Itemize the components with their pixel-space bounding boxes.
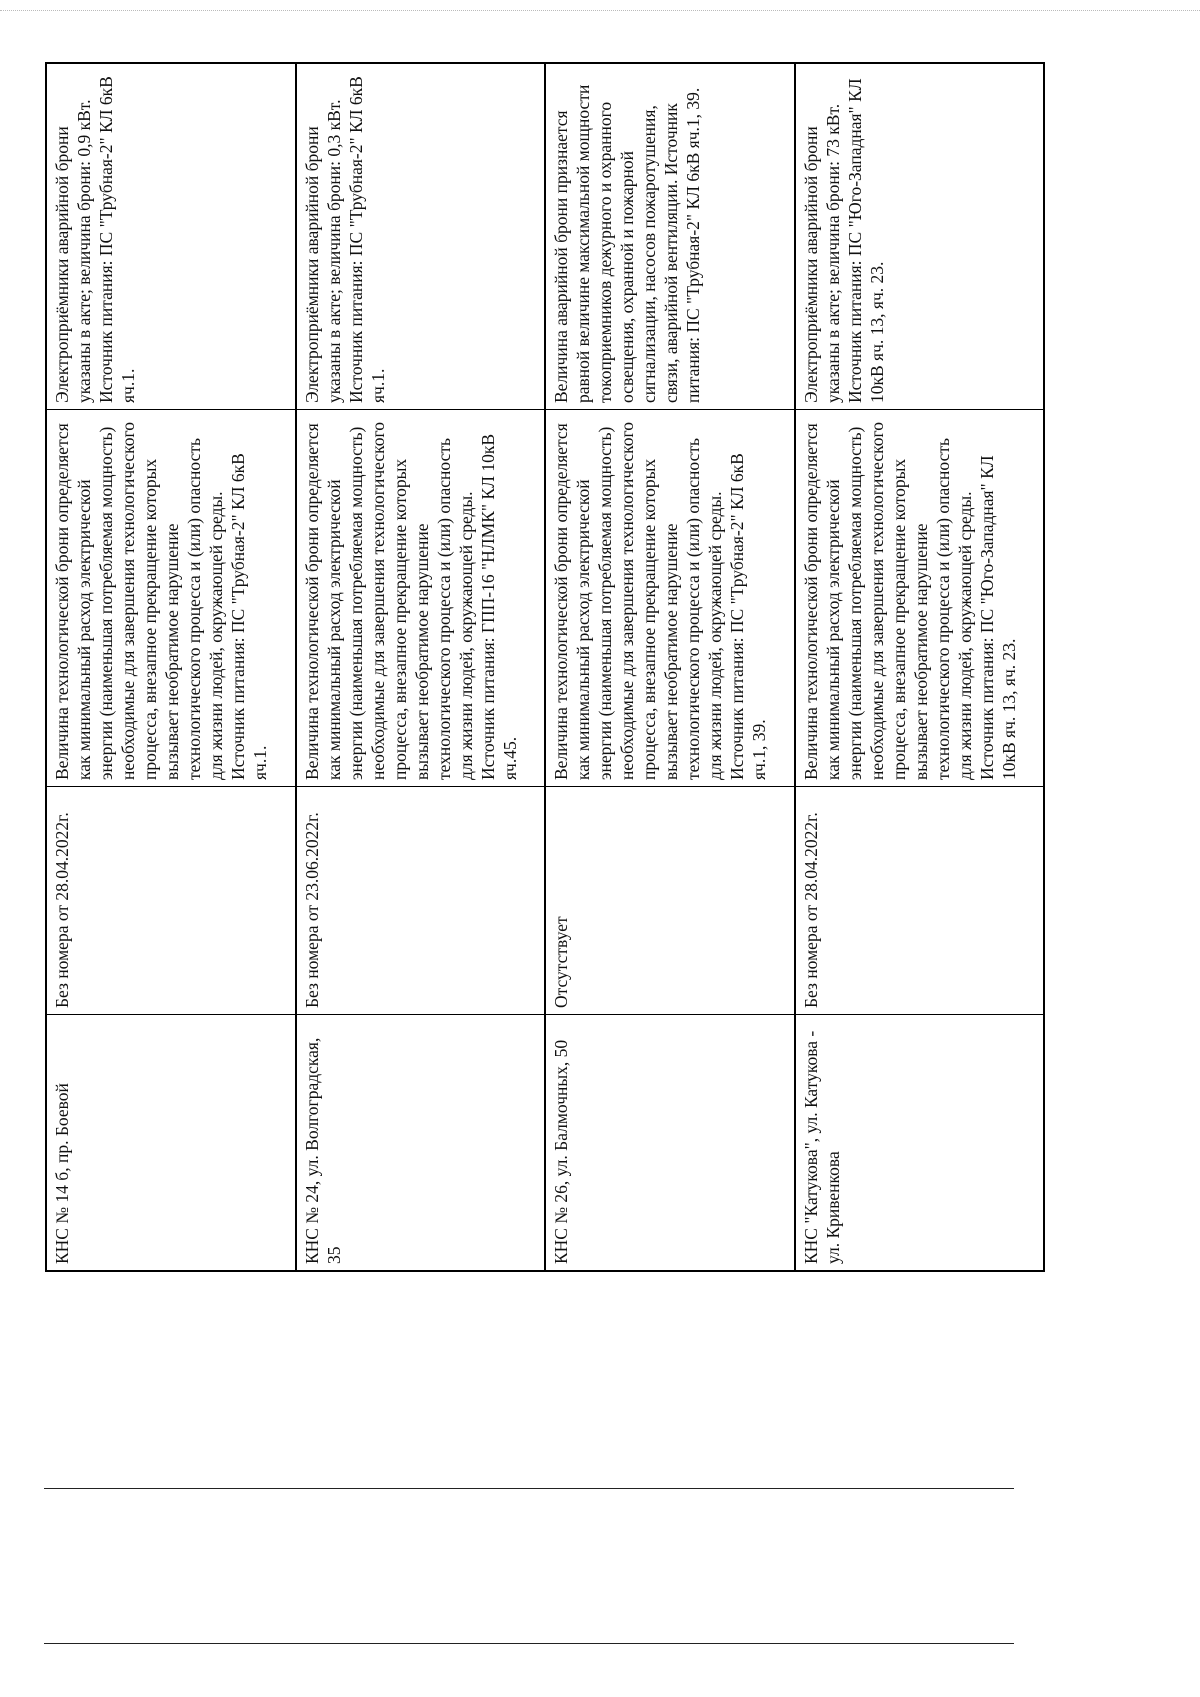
signature-line xyxy=(44,1488,1014,1489)
object-name-cell: КНС № 24, ул. Волгоградская, 35 xyxy=(297,1014,545,1270)
emergency-reserve-cell: Электроприёмники аварийной брони указаны в акте; величина брони: 73 кВт. Источник питания: ПС "Юго-Западная" КЛ 10кВ яч. 13, яч. 23. xyxy=(800,78,887,403)
table-row xyxy=(796,64,1046,1270)
act-cell: Без номера от 23.06.2022г. xyxy=(297,786,545,1014)
table-row xyxy=(546,64,796,1270)
tech-reserve-cell: Величина технологической брони определяется как минимальный расход электрической энергии (наименьшая потребляемая мощность) необходимые для завершения технологического процесса, внезапное прекращение которых вызывает необратимое нарушение технологического процесса и (или) опасность для жизни людей, окружающей среды. Источник питания: ПС "Трубная-2" КЛ 6кВ яч.1, 39. xyxy=(546,409,794,786)
act-cell: Без номера от 28.04.2022г. xyxy=(796,786,1044,1014)
table-row xyxy=(297,64,547,1270)
tech-reserve-cell: Величина технологической брони определяется как минимальный расход электрической энергии (наименьшая потребляемая мощность) необходимые для завершения технологического процесса, внезапное прекращение которых вызывает необратимое нарушение технологического процесса и (или) опасность для жизни людей, окружающей среды. Источник питания: ГПП-16 "НЛМК" КЛ 10кВ яч.45. xyxy=(297,409,545,786)
emergency-reserve-cell: Электроприёмники аварийной брони указаны в акте; величина брони: 0,3 кВт. Источник питания: ПС "Трубная-2" КЛ 6кВ яч.1. xyxy=(301,76,388,403)
tech-reserve-cell: Величина технологической брони определяется как минимальный расход электрической энергии (наименьшая потребляемая мощность) необходимые для завершения технологического процесса, внезапное прекращение которых вызывает необратимое нарушение технологического процесса и (или) опасность для жизни людей, окружающей среды. Источник питания: ПС "Юго-Западная" КЛ 10кВ яч. 13, яч. 23. xyxy=(796,409,1044,786)
power-reserve-table xyxy=(45,62,1045,1272)
emergency-reserve-cell: Величина аварийной брони признается равной величине максимальной мощности токоприемников дежурного и охранного освещения, охранной и пожарной сигнализации, насосов пожаротушения, связи, аварийной вентиляции. Источник питания: ПС "Трубная-2" КЛ 6кВ яч.1, 39. xyxy=(551,84,703,403)
object-name-cell: КНС "Катукова", ул. Катукова - ул. Кривенкова xyxy=(796,1014,1044,1270)
table-row xyxy=(47,64,297,1270)
act-cell: Без номера от 28.04.2022г. xyxy=(47,786,295,1014)
act-cell: Отсутствует xyxy=(546,786,794,1014)
object-name-cell: КНС № 14 б, пр. Боевой xyxy=(47,1014,295,1270)
emergency-reserve-cell: Электроприёмники аварийной брони указаны в акте; величина брони: 0,9 кВт. Источник питания: ПС "Трубная-2" КЛ 6кВ яч.1. xyxy=(52,76,138,403)
object-name-cell: КНС № 26, ул. Балмочных, 50 xyxy=(546,1014,794,1270)
signature-line xyxy=(44,1643,1014,1644)
tech-reserve-cell: Величина технологической брони определяется как минимальный расход электрической энергии (наименьшая потребляемая мощность) необходимые для завершения технологического процесса, внезапное прекращение которых вызывает необратимое нарушение технологического процесса и (или) опасность для жизни людей, окружающей среды. Источник питания: ПС "Трубная-2" КЛ 6кВ яч.1. xyxy=(47,409,295,786)
scan-top-edge xyxy=(0,10,1200,11)
rotated-table-area xyxy=(45,62,1045,1272)
